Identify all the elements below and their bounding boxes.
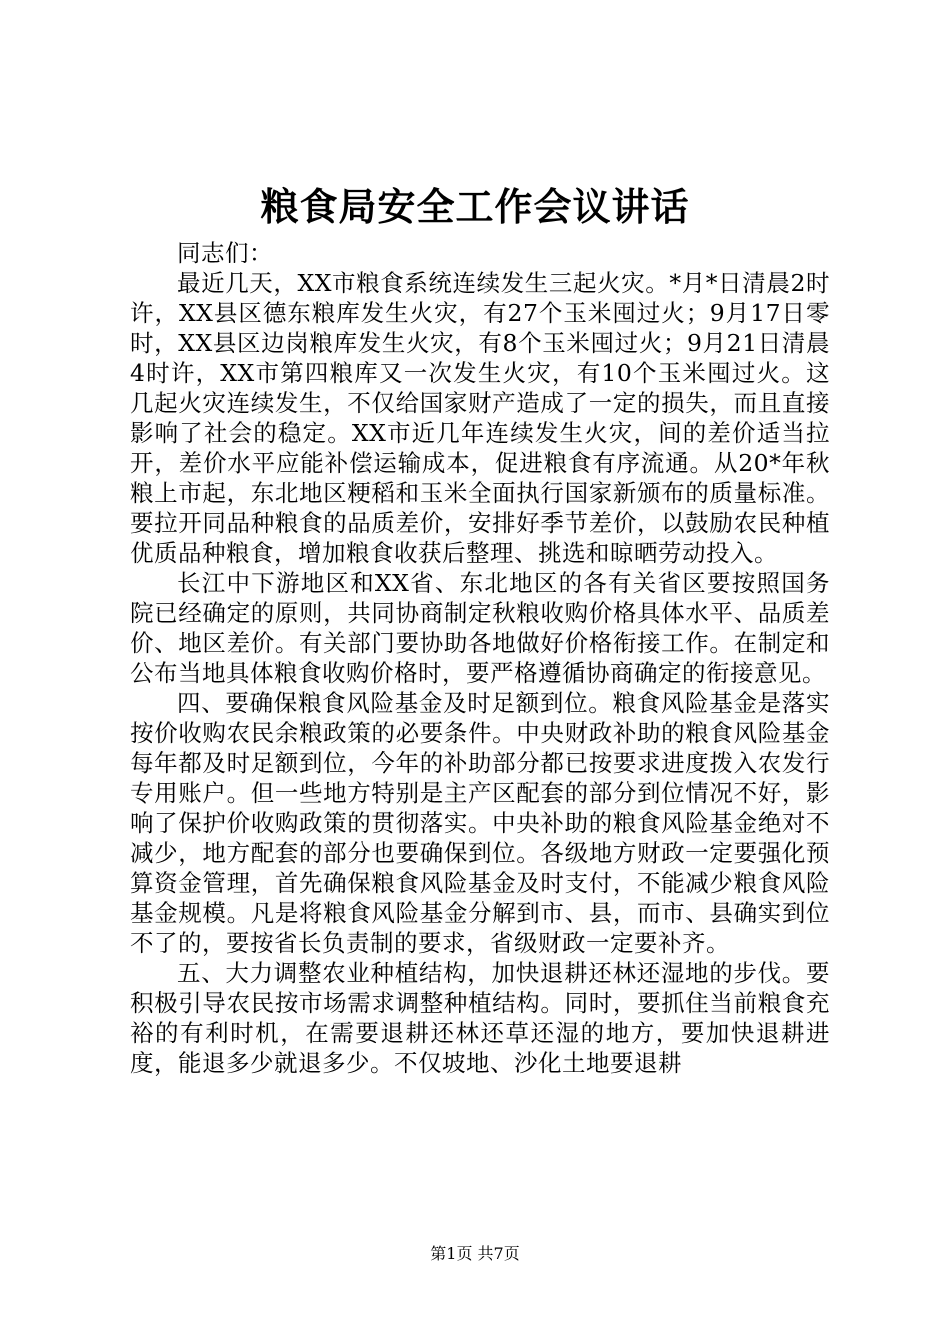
paragraph-3: 四、要确保粮食风险基金及时足额到位。粮食风险基金是落实按价收购农民余粮政策的必要条件。中央财政补助的粮食风险基金每年都及时足额到位，今年的补助部分都已按要求进度拨入农发行专用账户。但一些地方特别是主产区配套的部分到位情况不好，影响了保护价收购政策的贯彻落实。中央补助的粮食风险基金绝对不减少，地方配套的部分也要确保到位。各级地方财政一定要强化预算资金管理，首先确保粮食风险基金及时支付，不能减少粮食风险基金规模。凡是将粮食风险基金分解到市、县，而市、县确实到位不了的，要按省长负责制的要求，省级财政一定要补齐。 [130,689,830,957]
paragraph-4: 五、大力调整农业种植结构，加快退耕还林还湿地的步伐。要积极引导农民按市场需求调整种植结构。同时，要抓住当前粮食充裕的有利时机，在需要退耕还林还草还湿的地方，要加快退耕进度，能退多少就退多少。不仅坡地、沙化土地要退耕 [130,959,830,1077]
paragraph-1: 最近几天，XX市粮食系统连续发生三起火灾。*月*日清晨2时许，XX县区德东粮库发生火灾，有27个玉米囤过火；9月17日零时，XX县区边岗粮库发生火灾，有8个玉米囤过火；9月21日清晨4时许，XX市第四粮库又一次发生火灾，有10个玉米囤过火。这几起火灾连续发生，不仅给国家财产造成了一定的损失，而且直接影响了社会的稳定。XX市近几年连续发生火灾，间的差价适当拉开，差价水平应能补偿运输成本，促进粮食有序流通。从20*年秋粮上市起，东北地区粳稻和玉米全面执行国家新颁布的质量标准。要拉开同品种粮食的品质差价，安排好季节差价，以鼓励农民种植优质品种粮食，增加粮食收获后整理、挑选和晾晒劳动投入。 [130,269,830,567]
document-body [130,238,830,1078]
document-title: 粮食局安全工作会议讲话 [260,185,690,229]
page-number-footer: 第1页 共7页 [430,1244,520,1263]
paragraph-2: 长江中下游地区和XX省、东北地区的各有关省区要按照国务院已经确定的原则，共同协商制定秋粮收购价格具体水平、品质差价、地区差价。有关部门要协助各地做好价格衔接工作。在制定和公布当地具体粮食收购价格时，要严格遵循协商确定的衔接意见。 [130,569,830,687]
salutation: 同志们： [177,239,273,267]
